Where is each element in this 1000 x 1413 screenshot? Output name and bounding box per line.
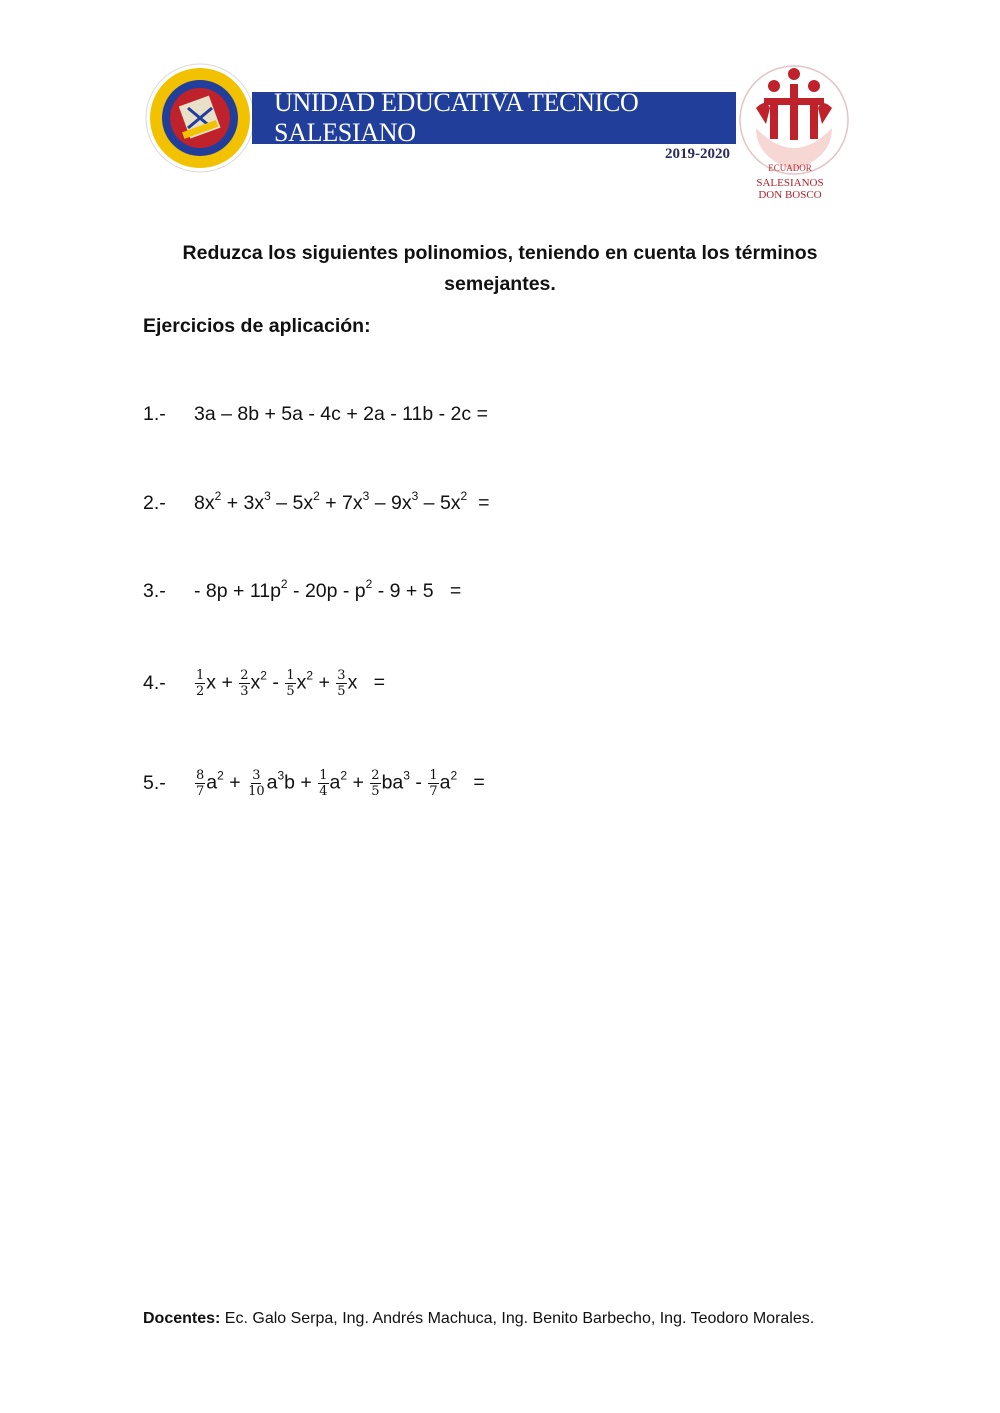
footer-label: Docentes: [143, 1310, 221, 1327]
exercise-number: 5.- [143, 772, 166, 794]
exercise-2 [143, 489, 490, 515]
instructions-title: Reduzca los siguientes polinomios, teniendo en cuenta los términos semejantes. [182, 242, 818, 295]
exercise-expression: $8x^2 + 3x^3 - 5x^2 + 7x^3 - 9x^3 - 5x^2$ = [194, 489, 490, 514]
exercise-expression: $\frac{1}{2}$ x + $\frac{2}{3}$ $x^2$ - $\frac{1}{5}$ $x^2$ + $\frac{3}{5}$ x = [196, 668, 385, 699]
fraction: $\frac{1}{4}$ [319, 768, 328, 799]
fraction: $\frac{2}{3}$ [240, 668, 249, 699]
logo-line2: DON BOSCO [758, 189, 822, 201]
exercise-4 [143, 668, 385, 699]
fraction: $\frac{1}{2}$ [196, 668, 205, 699]
salesianos-logo-text [740, 162, 840, 201]
logo-country: ECUADOR [768, 163, 812, 173]
exercise-number: 3.- [143, 580, 166, 602]
school-year: 2019-2020 [665, 146, 730, 162]
teachers-footer [143, 1310, 814, 1328]
exercise-number: 2.- [143, 492, 166, 514]
fraction: $\frac{3}{5}$ [337, 668, 346, 699]
footer-names: Ec. Galo Serpa, Ing. Andrés Machuca, Ing. Benito Barbecho, Ing. Teodoro Morales. [220, 1310, 815, 1327]
school-name-banner [252, 88, 736, 147]
exercise-1 [143, 403, 488, 426]
page-header [140, 58, 860, 201]
exercise-number: 4.- [143, 672, 166, 694]
fraction: $\frac{8}{7}$ [196, 768, 205, 799]
exercise-5 [143, 768, 485, 799]
school-seal-logo [144, 62, 256, 174]
fraction: $\frac{2}{5}$ [371, 768, 380, 799]
fraction: $\frac{1}{7}$ [429, 768, 438, 799]
exercise-expression: - $8p + 11p^2 - 20p - p^2 - 9 + 5$ = [194, 577, 462, 602]
exercise-3 [143, 577, 462, 603]
exercises-subtitle: Ejercicios de aplicación: [143, 315, 371, 337]
exercise-expression: 3a – 8b + 5a - 4c + 2a - 11b - 2c = [194, 403, 488, 425]
school-name: UNIDAD EDUCATIVA TÉCNICO SALESIANO [274, 88, 639, 147]
exercise-number: 1.- [143, 403, 166, 425]
logo-line1: SALESIANOS [756, 177, 824, 189]
fraction: $\frac{1}{5}$ [286, 668, 295, 699]
exercise-expression: $\frac{8}{7}$ $a^2$ + $\frac{3}{10}$ $a^3b$ + $\frac{1}{4}$ $a^2$ + $\frac{2}{5}$ $ba^3$ - $\frac{1}{7}$ $a^2$ = [196, 768, 485, 799]
fraction: $\frac{3}{10}$ [248, 768, 265, 799]
